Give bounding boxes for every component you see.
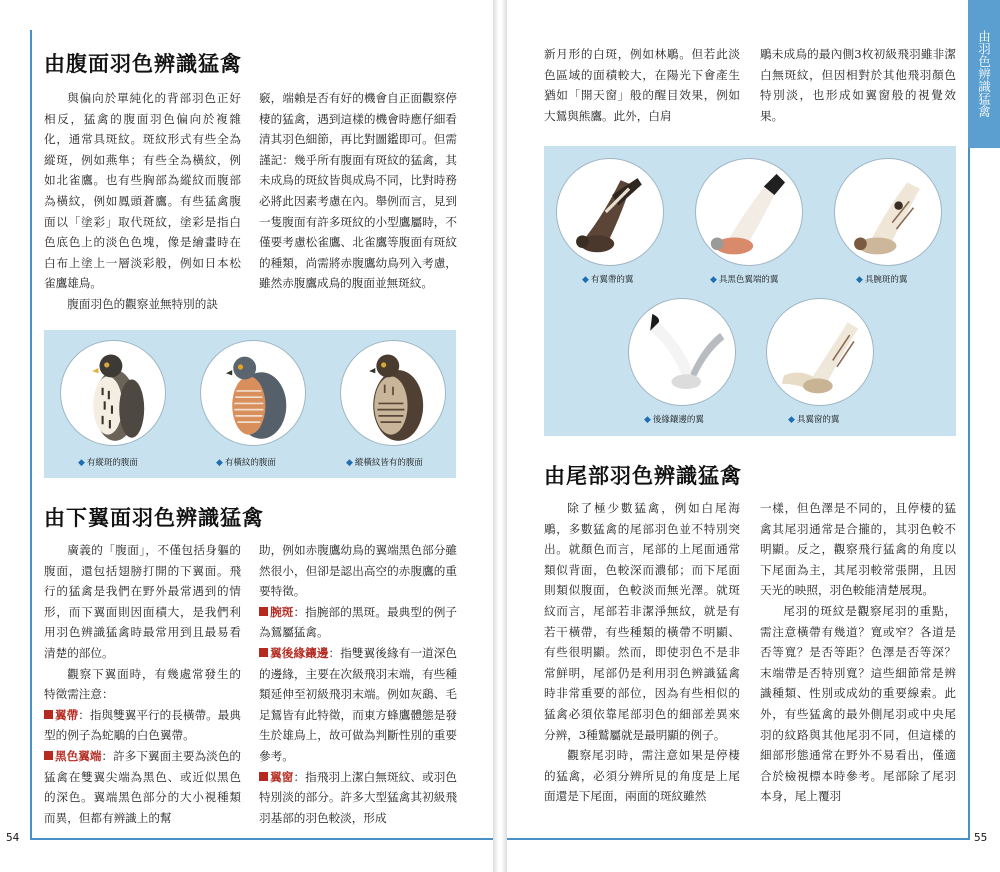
- bird-photo-wing-window: [766, 298, 874, 406]
- square-icon: [44, 710, 53, 719]
- diamond-icon: ◆: [346, 458, 353, 468]
- text-column-underwing-1: [44, 540, 241, 828]
- caption-mixed-belly: ◆ 縱橫紋皆有的腹面: [346, 458, 423, 468]
- paragraph: 廣義的「腹面」，不僅包括身軀的腹面，還包括翅膀打開的下翼面。飛行的猛禽是我們在野外最常遇到的情形，而下翼面則因面積大，是我們利用羽色辨識猛禽時最常用到且最易看清楚的部位。: [44, 543, 241, 660]
- bird-photo-wing-band: [556, 158, 664, 266]
- caption-black-wingtip: ◆ 具黑色翼端的翼: [710, 275, 779, 285]
- caption-barred-belly: ◆ 有橫紋的腹面: [216, 458, 276, 468]
- caption-wing-window: ◆ 具翼窗的翼: [788, 415, 840, 425]
- left-bottom-line: [30, 838, 493, 840]
- term-wing-window: 翼窗: [259, 770, 293, 784]
- left-frame-line: [30, 30, 32, 840]
- term-trailing-edge: 翼後緣鑲邊: [259, 646, 329, 660]
- caption-wing-band: ◆ 有翼帶的翼: [582, 275, 634, 285]
- term-paragraph: 翼後緣鑲邊：指雙翼後緣有一道深色的邊緣，主要在次級飛羽末端，有些種類延伸至初級飛羽末端。例如灰鷂、毛足鵟皆有此特徵，而東方蜂鷹體態是發生於雄鳥上，故可做為判斷性別的重要參考。: [259, 645, 457, 763]
- term-paragraph: 黑色翼端：許多下翼面主要為淡色的猛禽在雙翼尖端為黑色、或近似黑色的深色。翼端黑色部分的大小視種類而異，但都有辨識上的幫: [44, 748, 241, 825]
- term-carpal-patch: 腕斑: [259, 605, 293, 619]
- right-bottom-line: [507, 838, 970, 840]
- paragraph: 腹面羽色的觀察並無特別的訣: [67, 296, 218, 311]
- book-gutter: [493, 0, 507, 872]
- section-title-underwing: 由下翼面羽色辨識猛禽: [44, 506, 264, 530]
- square-icon: [259, 607, 268, 616]
- text-column-belly-2: [259, 88, 457, 294]
- paragraph: 觀察下翼面時，有幾處常發生的特徵需注意：: [44, 666, 241, 702]
- text-column-top-2: [760, 44, 956, 126]
- paragraph: 新月形的白斑，例如林鵰。但若此淡色區域的面積較大，在陽光下會產生猶如「開天窗」般的醒目效果，例如大鵟與熊鷹。此外，白肩: [544, 47, 740, 123]
- bird-photo-trailing-edge: [628, 298, 736, 406]
- diamond-icon: ◆: [216, 458, 223, 468]
- term-wing-band: 翼帶: [44, 708, 78, 722]
- text-column-tail-2: [760, 498, 956, 807]
- belly-photo-panel: [44, 330, 456, 478]
- caption-carpal-patch: ◆ 具腕斑的翼: [856, 275, 908, 285]
- diamond-icon: ◆: [582, 275, 589, 285]
- side-tab-label: 由羽色辨識猛禽: [976, 30, 992, 118]
- term-paragraph: 翼帶：指與雙翼平行的長橫帶。最典型的例子為蛇鵰的白色翼帶。: [44, 707, 241, 743]
- diamond-icon: ◆: [788, 415, 795, 425]
- wing-photo-panel: [544, 146, 956, 436]
- paragraph: 與偏向於單純化的背部羽色正好相反，猛禽的腹面羽色偏向於複雜化，通常具斑紋。斑紋形式有些全為縱斑，例如燕隼；有些全為橫紋，例如北雀鷹。也有些胸部為縱紋而腹部為橫紋，例如鳳頭蒼鷹。有些猛禽腹面以「塗彩」取代斑紋，塗彩是指白色底色上的淡色色塊，像是繪畫時在白布上塗上一層淡彩般，例如日本松雀鷹雄鳥。: [44, 91, 241, 291]
- text-column-underwing-2: [259, 540, 457, 828]
- square-icon: [44, 751, 53, 760]
- section-title-tail: 由尾部羽色辨識猛禽: [544, 464, 742, 488]
- text-column-top-1: [544, 44, 740, 126]
- term-paragraph: 翼窗：指飛羽上潔白無斑紋、或羽色特別淡的部分。許多大型猛禽其初級飛羽基部的羽色較淡，形成: [259, 769, 457, 825]
- square-icon: [259, 648, 268, 657]
- side-tab: [968, 0, 1000, 148]
- diamond-icon: ◆: [856, 275, 863, 285]
- paragraph: 鵰未成鳥的最內側3枚初級飛羽雖非潔白無斑紋，但因相對於其他飛羽顏色特別淡，也形成如翼窗般的視覺效果。: [760, 47, 956, 123]
- paragraph: 一樣，但色澤是不同的，且停棲的猛禽其尾羽通常是合攏的，其羽色較不明顯。反之，觀察飛行猛禽的角度以下尾面為主，其尾羽較常張開，且因天光的映照，羽色較能清楚展現。: [760, 501, 956, 598]
- diamond-icon: ◆: [78, 458, 85, 468]
- bird-photo-black-wingtip: [695, 158, 803, 266]
- term-paragraph: 腕斑：指腕部的黑斑。最典型的例子為鵟屬猛禽。: [259, 604, 457, 640]
- paragraph: 除了極少數猛禽，例如白尾海鵰，多數猛禽的尾部羽色並不特別突出。就顏色而言，尾部的上尾面通常類似背面，色較深而濃郁；而下尾面則類似腹面，色較淡而無光澤。就斑紋而言，尾部若非潔淨無紋，就是有若干橫帶，有些種類的橫帶不明顯、有些很明顯。然而，即使羽色不是非常鮮明，尾部仍是利用羽色辨識猛禽時非常重要的部位，因為有些相似的猛禽必須依靠尾部羽色的細部差異來分辨，3種鷲屬就是最明顯的例子。: [544, 501, 740, 742]
- bird-photo-barred-belly: [200, 340, 306, 446]
- paragraph: 竅，端賴是否有好的機會自正面觀察停棲的猛禽，遇到這樣的機會時應仔細看清其羽色細節，再比對圖鑑即可。但需謹記：幾乎所有腹面有斑紋的猛禽，其未成鳥的斑紋皆與成鳥不同，比對時務必將此因素考慮在內。舉例而言，見到一隻腹面有許多斑紋的小型鷹屬時，不僅要考慮松雀鷹、北雀鷹等腹面有斑紋的種類，尚需將赤腹鷹幼鳥列入考慮，雖然赤腹鷹成鳥的腹面並無斑紋。: [259, 91, 457, 291]
- text-column-belly-1: [44, 88, 241, 315]
- paragraph: 觀察尾羽時，需注意如果是停棲的猛禽，必須分辨所見的角度是上尾面還是下尾面，兩面的斑紋雖然: [544, 748, 740, 804]
- square-icon: [259, 772, 268, 781]
- bird-photo-mixed-belly: [340, 340, 446, 446]
- text-column-tail-1: [544, 498, 740, 807]
- bird-photo-streaked-belly: [60, 340, 166, 446]
- section-title-belly: 由腹面羽色辨識猛禽: [44, 52, 242, 76]
- page-number-right: 55: [974, 832, 988, 844]
- paragraph: 尾羽的斑紋是觀察尾羽的重點，需注意橫帶有幾道？寬或窄？各道是否等寬？是否等距？色澤是否等深？末端帶是否特別寬？這些細節常是辨識種類、性別或成幼的重要線索。此外，有些猛禽的最外側尾羽或中央尾羽的紋路與其他尾羽不同，但這樣的細部形態通常在野外不易看出，僅適合於檢視標本時參考。尾部除了尾羽本身，尾上覆羽: [760, 603, 956, 804]
- diamond-icon: ◆: [644, 415, 651, 425]
- diamond-icon: ◆: [710, 275, 717, 285]
- page-number-left: 54: [6, 832, 20, 844]
- caption-streaked-belly: ◆ 有縱斑的腹面: [78, 458, 138, 468]
- paragraph: 助，例如赤腹鷹幼鳥的翼端黑色部分雖然很小，但卻是認出高空的赤腹鷹的重要特徵。: [259, 543, 457, 599]
- caption-trailing-edge: ◆ 後緣鑲邊的翼: [644, 415, 704, 425]
- bird-photo-carpal-patch: [834, 158, 942, 266]
- term-black-wingtip: 黑色翼端: [44, 749, 102, 763]
- right-frame-line: [968, 148, 970, 840]
